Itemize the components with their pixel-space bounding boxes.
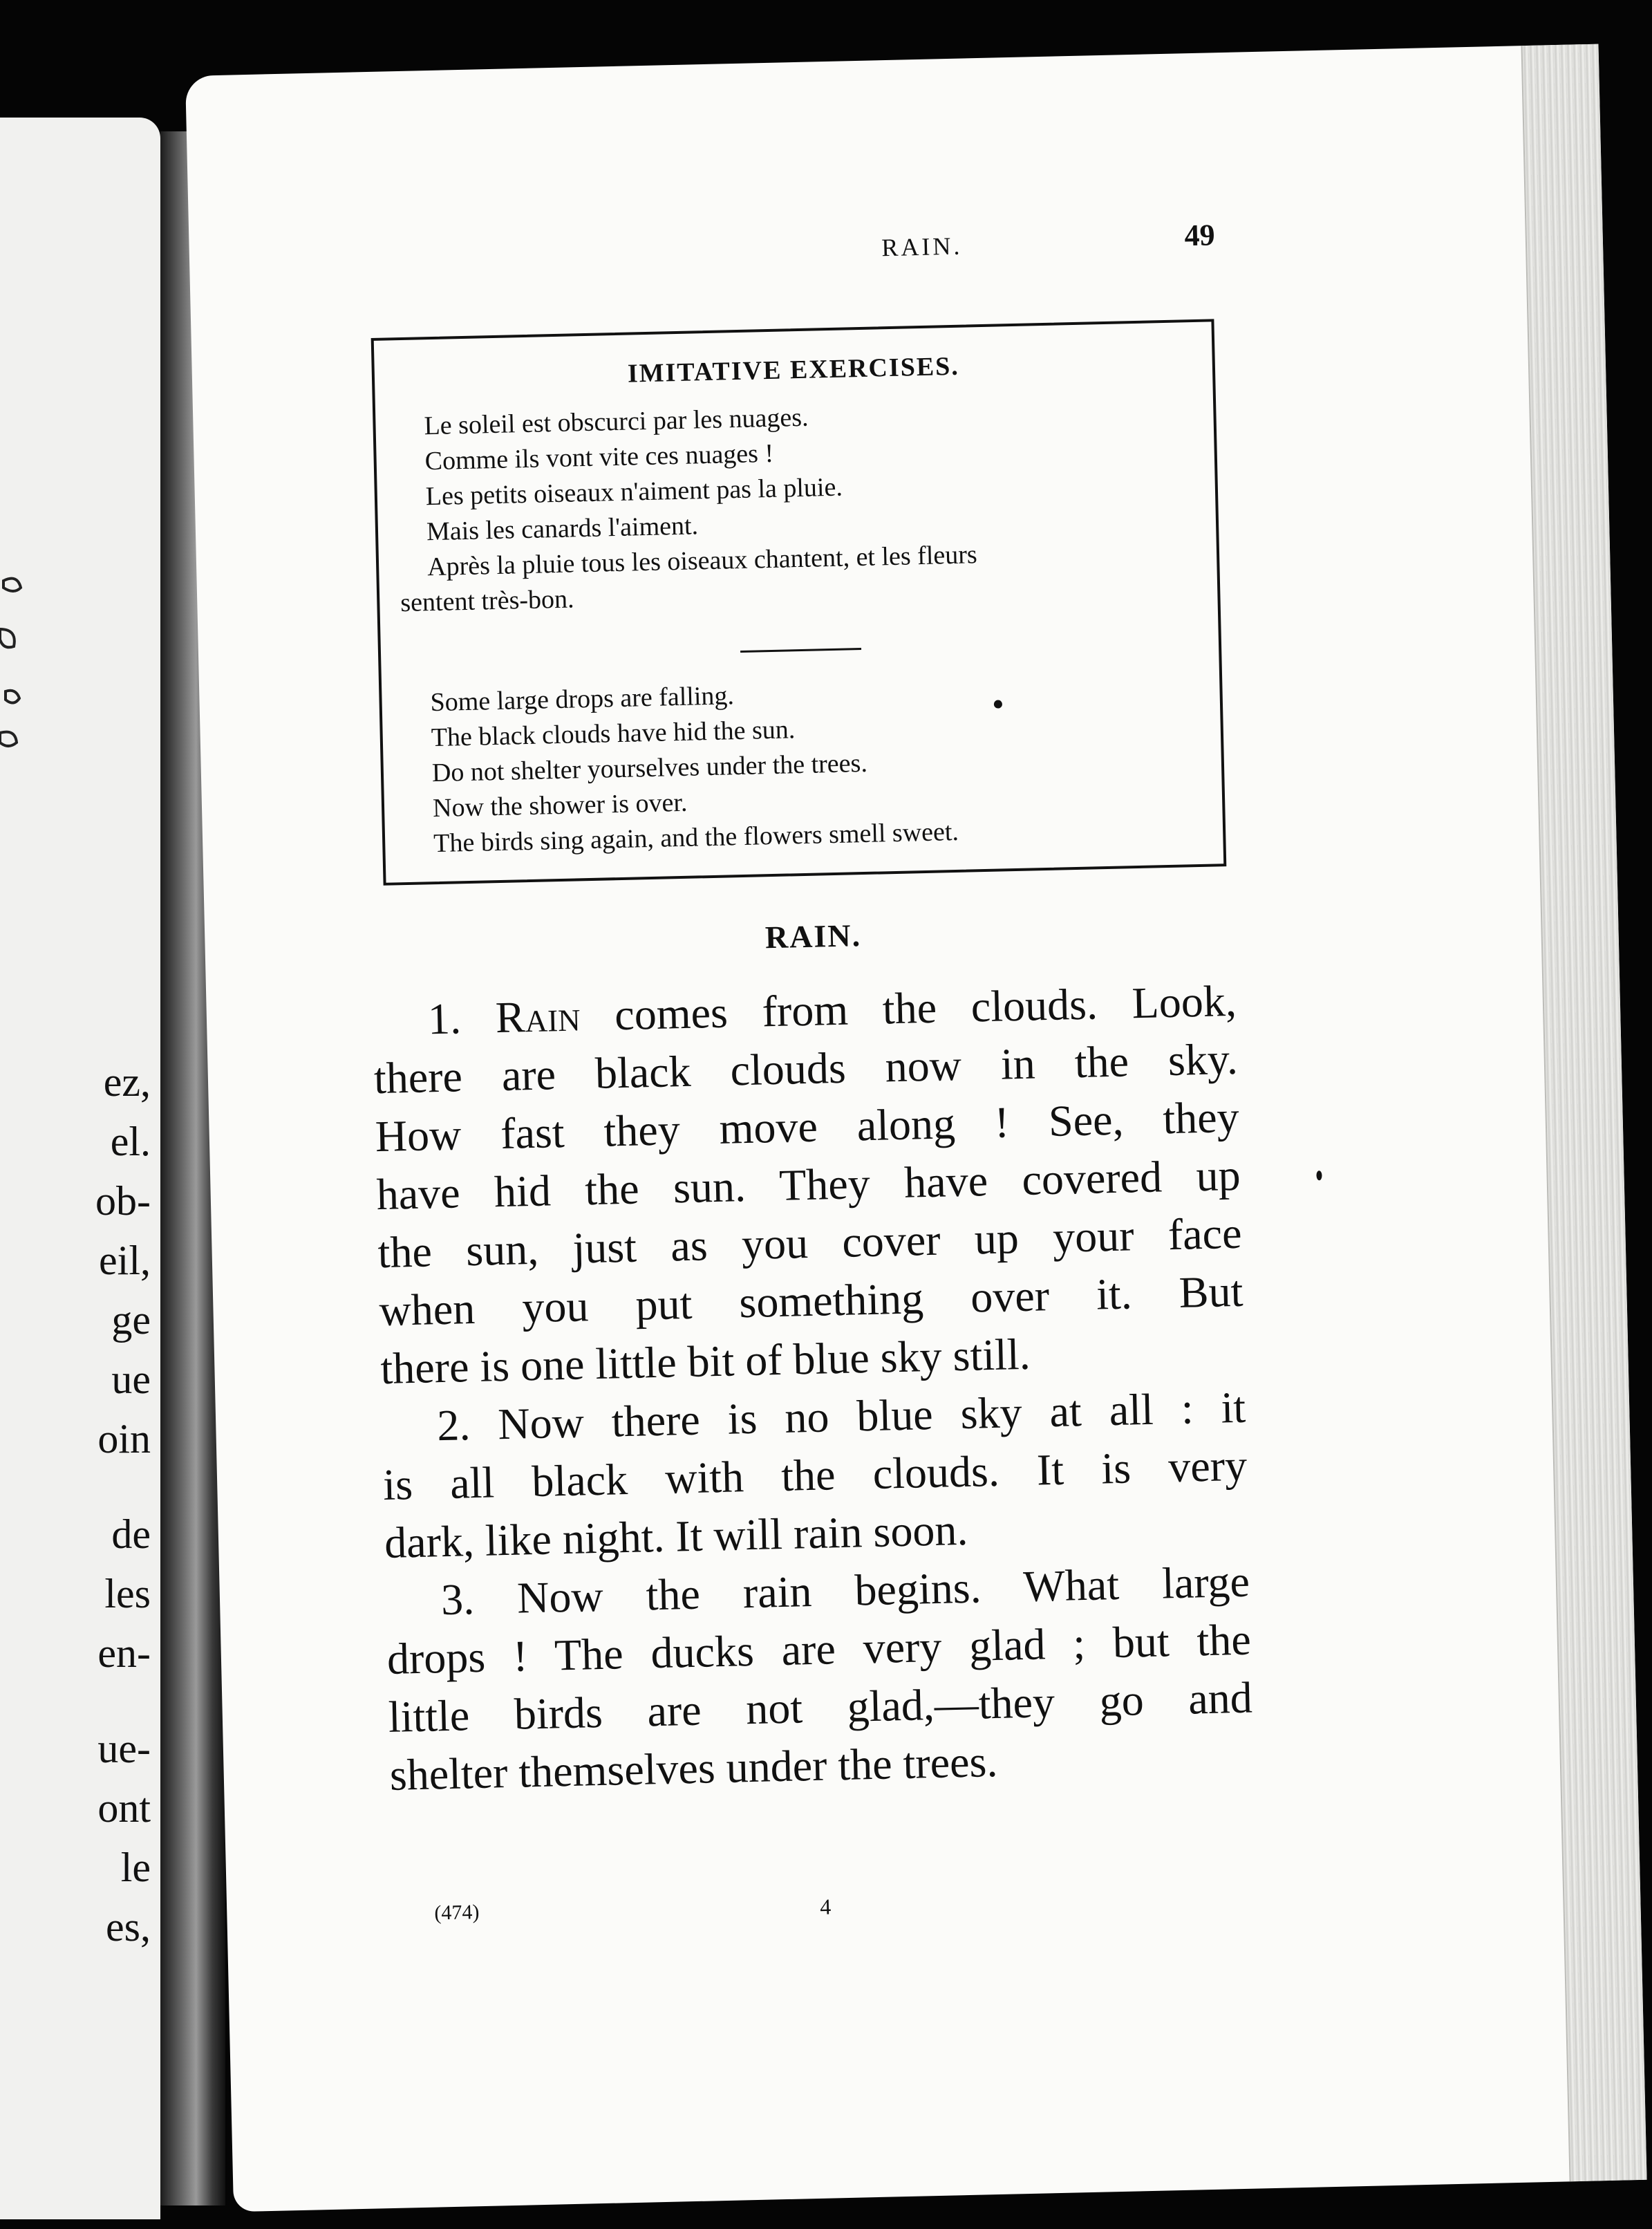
page-number: 49 (1184, 218, 1216, 253)
body-line: dark, like night. It will rain soon. (384, 1504, 969, 1567)
printer-signature: (474) (433, 1901, 480, 1925)
french-line: Comme ils vont vite ces nuages ! (424, 438, 774, 476)
ink-speck (1316, 1171, 1322, 1180)
left-fragment: ez, (103, 1059, 151, 1105)
left-fragment: ob- (95, 1178, 151, 1224)
imitative-exercises-box (371, 319, 1227, 885)
french-line: Mais les canards l'aiment. (426, 511, 699, 547)
body-line: 2. Now there is no blue sky at all : it (436, 1382, 1246, 1451)
french-line: sentent très-bon. (400, 584, 574, 618)
paragraph-1-first-text: comes from the clouds. Look, (614, 976, 1237, 1040)
body-line: 3. Now the rain begins. What large (440, 1556, 1250, 1625)
exercises-divider (740, 648, 861, 653)
left-facing-page (0, 118, 160, 2219)
body-line: shelter themselves under the trees. (389, 1736, 999, 1800)
left-fragment: oin (97, 1416, 151, 1462)
left-fragment: eil, (99, 1238, 151, 1283)
page-edges (1521, 44, 1647, 2182)
right-page (185, 44, 1647, 2212)
french-exercises (396, 391, 1203, 621)
french-line: Les petits oiseaux n'aiment pas la pluie. (425, 472, 843, 512)
english-line: Do not shelter yourselves under the trees. (431, 748, 868, 788)
left-fragment: le (120, 1845, 151, 1890)
body-line: drops ! The ducks are very glad ; but the (386, 1614, 1252, 1684)
left-fragment: les (104, 1571, 151, 1616)
signature-folio: 4 (819, 1894, 832, 1919)
body-line: How fast they move along ! See, they (375, 1092, 1240, 1162)
english-line: Some large drops are falling. (430, 681, 735, 718)
body-line: the sun, just as you cover up your face (377, 1208, 1243, 1278)
left-fragment: ge (111, 1297, 151, 1343)
english-exercises (430, 668, 1194, 861)
french-line: Le soleil est obscurci par les nuages. (424, 402, 809, 441)
left-fragment: el. (110, 1119, 151, 1164)
left-page-text-fragments (0, 1052, 160, 1957)
body-line: there is one little bit of blue sky still. (379, 1329, 1031, 1394)
lesson-heading: RAIN. (764, 917, 862, 955)
left-fragment: ont (97, 1785, 151, 1831)
left-fragment: en- (97, 1630, 151, 1676)
body-line: is all black with the clouds. It is very (382, 1440, 1248, 1510)
lesson-body (372, 972, 1254, 1804)
ornament-icon (0, 567, 41, 761)
left-fragment-gap (0, 1468, 160, 1504)
left-fragment: ue- (97, 1726, 151, 1771)
body-line: little birds are not glad,—they go and (388, 1672, 1253, 1742)
body-line: there are black clouds now in the sky. (373, 1034, 1239, 1103)
english-line: The black clouds have hid the sun. (431, 715, 796, 753)
running-head: RAIN. (881, 232, 963, 262)
body-line: have hid the sun. They have covered up (375, 1150, 1241, 1220)
left-fragment: es, (106, 1904, 151, 1950)
french-line: Après la pluie tous les oiseaux chantent, et les fleurs (426, 540, 978, 582)
paragraph-number: 1. (427, 994, 462, 1044)
english-line: The birds sing again, and the flowers smell sweet. (433, 817, 959, 859)
left-fragment: ue (111, 1356, 151, 1402)
exercises-title: IMITATIVE EXERCISES. (627, 351, 960, 389)
body-line: when you put something over it. But (378, 1266, 1244, 1336)
left-fragment: de (111, 1511, 151, 1557)
english-line: Now the shower is over. (432, 787, 688, 823)
drop-word: Rain (495, 991, 581, 1043)
left-fragment-gap (0, 1683, 160, 1719)
